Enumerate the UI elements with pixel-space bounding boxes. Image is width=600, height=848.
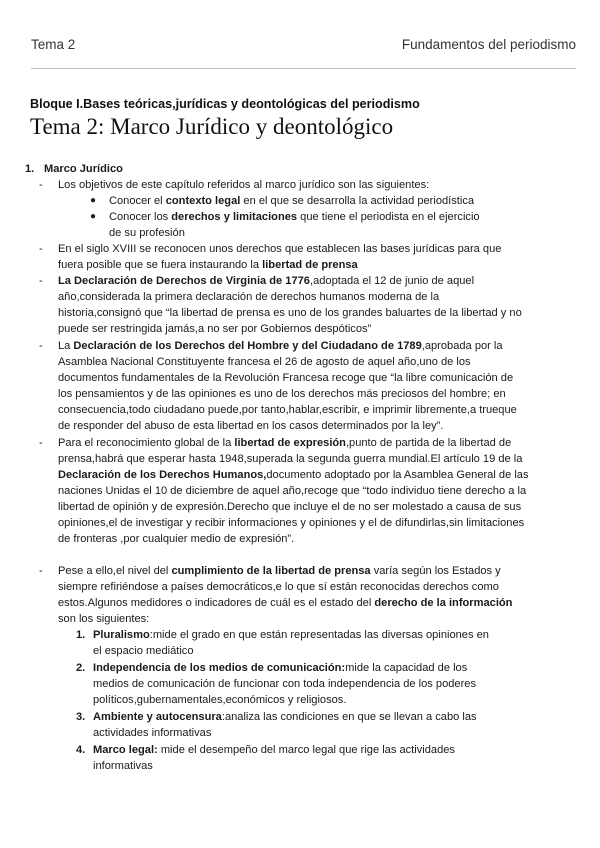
paragraph-3-line-4: puede ser restringida jamás,a no ser por Gobiernos despóticos” <box>58 323 372 335</box>
paragraph-5-line-3: Declaración de los Derechos Humanos,documento adoptado por la Asamblea General de las <box>58 469 529 481</box>
paragraph-5-line-4: naciones Unidas el 10 de diciembre de aquel año,recoge que “todo individuo tiene derecho a la <box>58 485 527 497</box>
paragraph-4-line-6: de responder del abuso de esta libertad en los casos determinados por la ley”. <box>58 420 444 432</box>
list-item-line: informativas <box>93 760 153 772</box>
list-item-independencia: Independencia de los medios de comunicación:mide la capacidad de los <box>93 662 468 674</box>
list-item-ambiente: Ambiente y autocensura:analiza las condiciones en que se llevan a cabo las <box>93 711 477 723</box>
paragraph-6-line-3: estos.Algunos medidores o indicadores de cuál es el estado del derecho de la información <box>58 597 513 609</box>
bullet-icon: ● <box>90 211 97 222</box>
paragraph-6-line-4: son los siguientes: <box>58 613 150 625</box>
dash-marker: - <box>39 565 43 577</box>
paragraph-3-line-2: año,considerada la primera declaración de derechos humanos moderna de la <box>58 291 440 303</box>
bullet-2-line-2: de su profesión <box>109 227 185 239</box>
dash-marker: - <box>39 275 43 287</box>
dash-marker: - <box>39 437 43 449</box>
item-number: 1. <box>76 629 86 641</box>
paragraph-5-line-1: Para el reconocimiento global de la libertad de expresión,punto de partida de la libertad de <box>58 437 512 449</box>
paragraph-4-line-5: consecuencia,todo ciudadano puede,por tanto,hablar,escribir, e imprimir libremente,a trueque <box>58 404 517 416</box>
paragraph-5-line-7: de fronteras ,por cualquier medio de expresión”. <box>58 533 295 545</box>
paragraph-5-line-6: opiniones,el de investigar y recibir informaciones y opiniones y el de difundirlas,sin limitaciones <box>58 517 525 529</box>
header-right: Fundamentos del periodismo <box>401 37 576 52</box>
section-number: 1. <box>25 163 35 175</box>
bullet-2: Conocer los derechos y limitaciones que tiene el periodista en el ejercicio <box>109 211 480 223</box>
section-title: Marco Jurídico <box>44 163 123 175</box>
item-number: 4. <box>76 744 86 756</box>
dash-marker: - <box>39 340 43 352</box>
bullet-icon: ● <box>90 195 97 206</box>
paragraph-4-line-3: documentos fundamentales de la Revolución Francesa recoge que “la libre comunicación de <box>58 372 514 384</box>
paragraph-4-line-4: los pensamientos y de las opiniones es uno de los derechos más preciosos del hombre; en <box>58 388 506 400</box>
list-item-marco-legal: Marco legal: mide el desempeño del marco legal que rige las actividades <box>93 744 455 756</box>
item-number: 2. <box>76 662 86 674</box>
dash-marker: - <box>39 179 43 191</box>
paragraph-1-line-1: Los objetivos de este capítulo referidos al marco jurídico son las siguientes: <box>58 179 430 191</box>
header-left: Tema 2 <box>31 37 76 52</box>
bullet-1: Conocer el contexto legal en el que se desarrolla la actividad periodística <box>109 195 475 207</box>
page-title: Tema 2: Marco Jurídico y deontológico <box>30 114 394 139</box>
dash-marker: - <box>39 243 43 255</box>
paragraph-2-line-1: En el siglo XVIII se reconocen unos derechos que establecen las bases jurídicas para que <box>58 243 502 255</box>
item-number: 3. <box>76 711 86 723</box>
list-item-pluralismo: Pluralismo:mide el grado en que están representadas las diversas opiniones en <box>93 629 489 641</box>
list-item-line: políticos,gubernamentales,económicos y religiosos. <box>93 694 347 706</box>
paragraph-4-line-1: La Declaración de los Derechos del Hombre y del Ciudadano de 1789,aprobada por la <box>58 340 503 352</box>
paragraph-6-line-1: Pese a ello,el nivel del cumplimiento de la libertad de prensa varía según los Estados y <box>58 565 501 577</box>
paragraph-3-line-1: La Declaración de Derechos de Virginia de 1776,adoptada el 12 de junio de aquel <box>58 275 475 287</box>
list-item-line: actividades informativas <box>93 727 212 739</box>
paragraph-4-line-2: Asamblea Nacional Constituyente francesa el 26 de agosto de aquel año,uno de los <box>58 356 471 368</box>
paragraph-2-line-2: fuera posible que se fuera instaurando la libertad de prensa <box>58 259 358 271</box>
header-divider <box>31 68 576 69</box>
block-title: Bloque I.Bases teóricas,jurídicas y deontológicas del periodismo <box>30 97 420 111</box>
paragraph-6-line-2: siempre refiriéndose a países democráticos,e lo que sí están reconocidas derechos como <box>58 581 499 593</box>
list-item-line: el espacio mediático <box>93 645 194 657</box>
list-item-line: medios de comunicación de funcionar con toda independencia de los poderes <box>93 678 476 690</box>
paragraph-5-line-2: prensa,habrá que esperar hasta 1948,superada la segunda guerra mundial.El artículo 19 de la <box>58 453 523 465</box>
paragraph-5-line-5: libertad de opinión y de expresión.Derecho que incluye el de no ser molestado a causa de sus <box>58 501 522 513</box>
paragraph-3-line-3: historia,consignó que “la libertad de prensa es uno de los grandes baluartes de la libertad y no <box>58 307 522 319</box>
